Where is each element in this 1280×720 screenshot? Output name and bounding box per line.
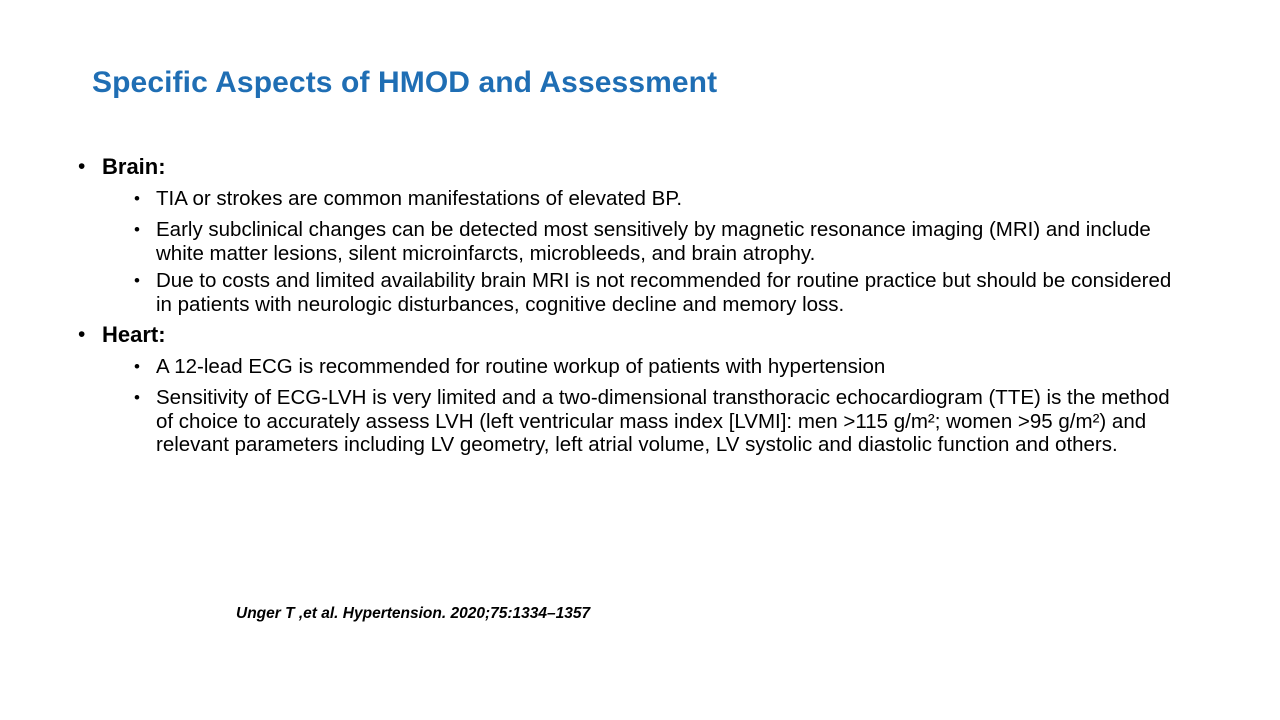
section-heading-brain bbox=[78, 152, 1218, 182]
bullet-glyph-icon: • bbox=[78, 155, 86, 178]
list-item bbox=[78, 184, 1218, 214]
bullet-glyph-icon: • bbox=[134, 388, 140, 407]
slide-body bbox=[78, 152, 1218, 461]
bullet-glyph-icon: • bbox=[134, 357, 140, 376]
bullet-list-heart bbox=[78, 352, 1218, 457]
list-item bbox=[78, 383, 1218, 457]
section-heading-heart bbox=[78, 320, 1218, 350]
list-item-label: Sensitivity of ECG-LVH is very limited and a two-dimensional transthoracic echocardiogram (TTE) is the method of choice to accurately assess LVH (left ventricular mass index [LVMI]: men >115 g/m²; women >95 g/m²) and relevant parameters including LV geometry, left atrial volume, LV systolic and diastolic function and others. bbox=[156, 386, 1170, 456]
page-title: Specific Aspects of HMOD and Assessment bbox=[92, 66, 718, 99]
bullet-list-brain bbox=[78, 184, 1218, 316]
citation: Unger T ,et al. Hypertension. 2020;75:1334–1357 bbox=[236, 605, 591, 622]
list-item-label: Due to costs and limited availability brain MRI is not recommended for routine practice but should be considered in patients with neurologic disturbances, cognitive decline and memory loss. bbox=[156, 269, 1172, 316]
bullet-glyph-icon: • bbox=[134, 271, 140, 290]
section-heading-label: Heart: bbox=[102, 322, 166, 347]
bullet-glyph-icon: • bbox=[78, 323, 86, 346]
list-item bbox=[78, 266, 1218, 316]
list-item bbox=[78, 215, 1218, 265]
list-item-label: A 12-lead ECG is recommended for routine workup of patients with hypertension bbox=[156, 355, 886, 378]
section-heading-label: Brain: bbox=[102, 154, 166, 179]
bullet-glyph-icon: • bbox=[134, 220, 140, 239]
list-item-label: Early subclinical changes can be detected most sensitively by magnetic resonance imaging (MRI) and include white matter lesions, silent microinfarcts, microbleeds, and brain atrophy. bbox=[156, 218, 1151, 265]
list-item-label: TIA or strokes are common manifestations of elevated BP. bbox=[156, 187, 683, 210]
list-item bbox=[78, 352, 1218, 382]
bullet-glyph-icon: • bbox=[134, 189, 140, 208]
